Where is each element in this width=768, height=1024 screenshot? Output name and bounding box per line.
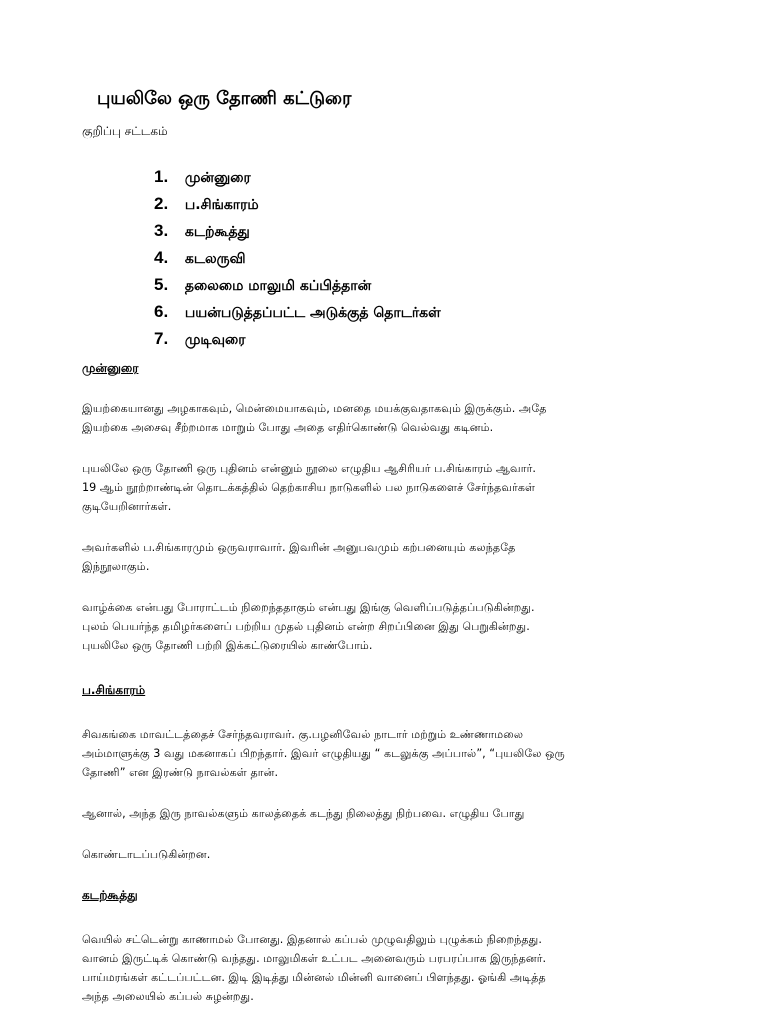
text-line: ஆனால், அந்த இரு நாவல்களும் காலத்தைக் கடந்து நிலைத்து நிற்பவை. எழுதிய போது [82,807,525,820]
outline-item-label: முன்னுரை [184,170,251,186]
author-paragraph-1 [82,725,702,782]
outline-item-label: தலைமை மாலுமி கப்பித்தான் [184,278,372,294]
outline-item-number: 1. [154,167,169,186]
text-line: பாய்மரங்கள் கட்டப்பட்டன. இடி இடித்து மின்னல் மின்னி வானைப் பிளந்தது. ஓங்கி அடித்த [82,971,546,984]
section-heading-intro: முன்னுரை [82,361,139,375]
outline-item [154,325,441,352]
outline-item [154,190,441,217]
text-line: இந்நூலாகும். [82,560,150,573]
outline-item-label: கடலருவி [184,251,246,267]
outline-item-label: ப.சிங்காரம் [184,197,259,213]
text-line: புயலிலே ஒரு தோணி பற்றி இக்கட்டுரையில் காண்போம். [82,639,373,652]
outline-item-number: 4. [154,248,169,267]
outline-list [154,163,441,352]
text-line: வெயில் சட்டென்று காணாமல் போனது. இதனால் கப்பல் முழுவதிலும் புழுக்கம் நிறைந்தது. [82,933,542,946]
outline-item-number: 7. [154,329,169,348]
document-body [82,359,702,1006]
outline-item-label: பயன்படுத்தப்பட்ட அடுக்குத் தொடர்கள் [184,305,441,321]
section-heading-author: ப.சிங்காரம் [82,683,146,697]
outline-item-number: 6. [154,302,169,321]
author-paragraph-3 [82,845,702,864]
text-line: இயற்கை அசைவு சீற்றமாக மாறும் போது அதை எதிர்கொண்டு வெல்வது கடினம். [82,421,494,434]
intro-paragraph-1 [82,399,702,437]
text-line: வானம் இருட்டிக் கொண்டு வந்தது. மாலுமிகள் உட்பட அனைவரும் பரபரப்பாக இருந்தனர். [82,952,547,965]
sea-paragraph-1 [82,930,702,1006]
text-line: சிவகங்கை மாவட்டத்தைச் சேர்ந்தவராவர். கு.பழனிவேல் நாடார் மற்றும் உண்ணாமலை [82,728,524,741]
text-line: குடியேறினார்கள். [82,500,172,513]
outline-item [154,298,441,325]
outline-item-number: 2. [154,194,169,213]
outline-item-label: கடற்கூத்து [184,224,250,240]
text-line: 19 ஆம் நூற்றாண்டின் தொடக்கத்தில் தெற்காசிய நாடுகளில் பல நாடுகளைச் சேர்ந்தவர்கள் [82,481,536,494]
outline-item-label: முடிவுரை [184,332,246,348]
text-line: அம்மாளுக்கு 3 வது மகனாகப் பிறந்தார். இவர் எழுதியது “ கடலுக்கு அப்பால்”, “புயலிலே ஒரு [82,747,565,760]
text-line: வாழ்க்கை என்பது போராட்டம் நிறைந்ததாகும் என்பது இங்கு வெளிப்படுத்தப்படுகின்றது. [82,601,535,614]
document-title: புயலிலே ஒரு தோணி கட்டுரை [97,88,352,109]
intro-paragraph-4 [82,598,702,655]
intro-paragraph-3 [82,538,702,576]
author-paragraph-2 [82,804,702,823]
text-line: தோணி” என இரண்டு நாவல்கள் தான். [82,766,278,779]
intro-paragraph-2 [82,459,702,516]
outline-item [154,271,441,298]
outline-item-number: 5. [154,275,169,294]
text-line: கொண்டாடப்படுகின்றன. [82,848,211,861]
text-line: புலம் பெயர்ந்த தமிழர்களைப் பற்றிய முதல் புதினம் என்ற சிறப்பினை இது பெறுகின்றது. [82,620,530,633]
outline-item [154,163,441,190]
outline-item [154,244,441,271]
text-line: அந்த அலையில் கப்பல் சுழன்றது. [82,990,254,1003]
text-line: அவர்களில் ப.சிங்காரமும் ஒருவராவார். இவரின் அனுபவமும் கற்பனையும் கலந்ததே [82,541,516,554]
section-heading-sea: கடற்கூத்து [82,888,138,902]
text-line: இயற்கையானது அழகாகவும், மென்மையாகவும், மனதை மயக்குவதாகவும் இருக்கும். அதே [82,402,547,415]
outline-item [154,217,441,244]
outline-subtitle: குறிப்பு சட்டகம் [82,124,168,138]
outline-item-number: 3. [154,221,169,240]
text-line: புயலிலே ஒரு தோணி ஒரு புதினம் என்னும் நூலை எழுதிய ஆசிரியர் ப.சிங்காரம் ஆவார். [82,462,536,475]
